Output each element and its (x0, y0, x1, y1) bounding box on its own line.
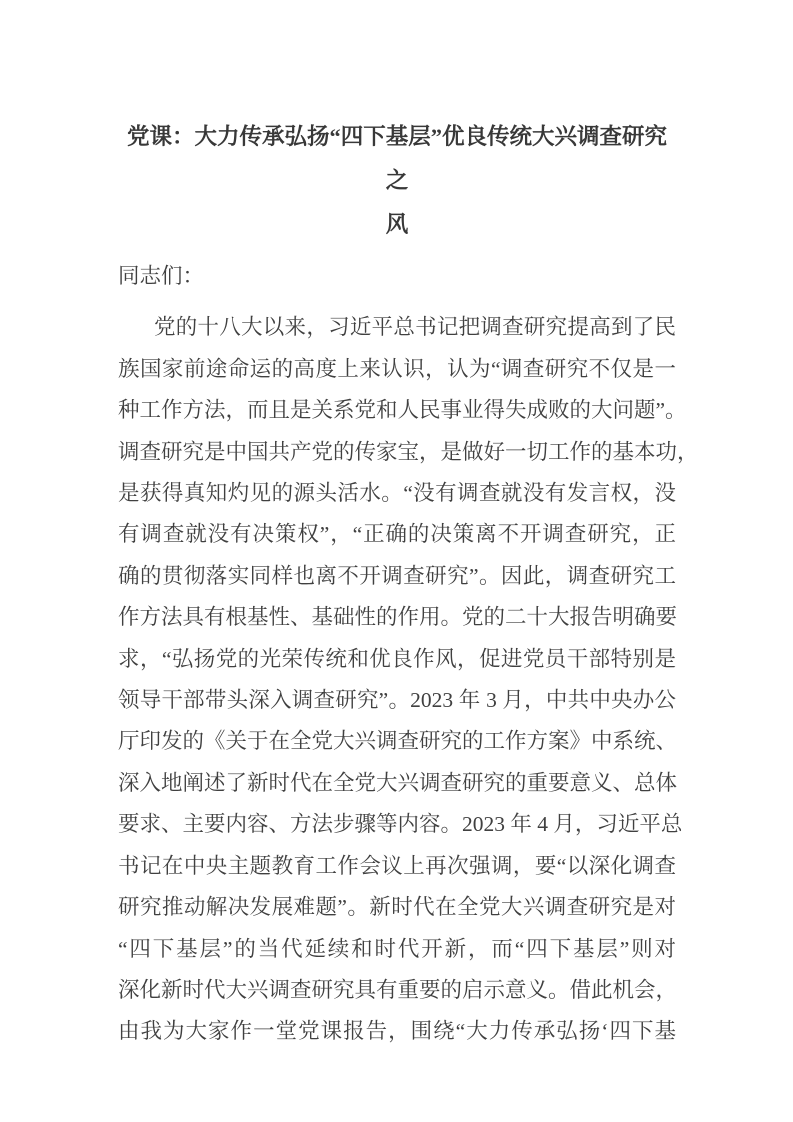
paragraph-line: 求，“弘扬党的光荣传统和优良作风，促进党员干部特别是 (118, 646, 676, 671)
paragraph-line: 作方法具有根基性、基础性的作用。党的二十大报告明确要 (118, 605, 678, 630)
paragraph-line: 研究推动解决发展难题”。新时代在全党大兴调查研究是对 (118, 895, 676, 920)
paragraph-line: 族国家前途命运的高度上来认识，认为“调查研究不仅是一 (118, 356, 676, 381)
paragraph-line: 深化新时代大兴调查研究具有重要的启示意义。借此机会， (118, 977, 678, 1002)
paragraph-line: 调查研究是中国共产党的传家宝，是做好一切工作的基本功， (118, 439, 699, 464)
paragraph-line: 厅印发的《关于在全党大兴调查研究的工作方案》中系统、 (118, 729, 678, 754)
paragraph-line: 书记在中央主题教育工作会议上再次强调，要“以深化调查 (118, 853, 676, 878)
paragraph-line: “四下基层”的当代延续和时代开新，而“四下基层”则对 (118, 936, 676, 961)
paragraph-line: 由我为大家作一堂党课报告，围绕“大力传承弘扬‘四下基 (118, 1019, 676, 1044)
document-title-line: 党课：大力传承弘扬“四下基层”优良传统大兴调查研究之 (126, 124, 667, 193)
paragraph-line: 深入地阐述了新时代在全党大兴调查研究的重要意义、总体 (118, 770, 678, 795)
paragraph-line: 有调查就没有决策权”，“正确的决策离不开调查研究，正 (118, 522, 676, 547)
document-title (118, 115, 676, 247)
paragraph-line: 要求、主要内容、方法步骤等内容。2023 年 4 月，习近平总 (118, 812, 683, 837)
paragraph-line: 党的十八大以来，习近平总书记把调查研究提高到了民 (154, 315, 676, 340)
paragraph-line: 确的贯彻落实同样也离不开调查研究”。因此，调查研究工 (118, 563, 676, 588)
paragraph-line: 领导干部带头深入调查研究”。2023 年 3 月，中共中央办公 (118, 688, 676, 713)
paragraph-line: 是获得真知灼见的源头活水。“没有调查就没有发言权，没 (118, 481, 676, 506)
paragraph-line: 种工作方法，而且是关系党和人民事业得失成败的大问题”。 (118, 398, 687, 423)
page-content (118, 0, 699, 1053)
paragraph (118, 307, 699, 1052)
document-title-line: 风 (385, 212, 409, 237)
salutation: 同志们： (118, 264, 205, 288)
